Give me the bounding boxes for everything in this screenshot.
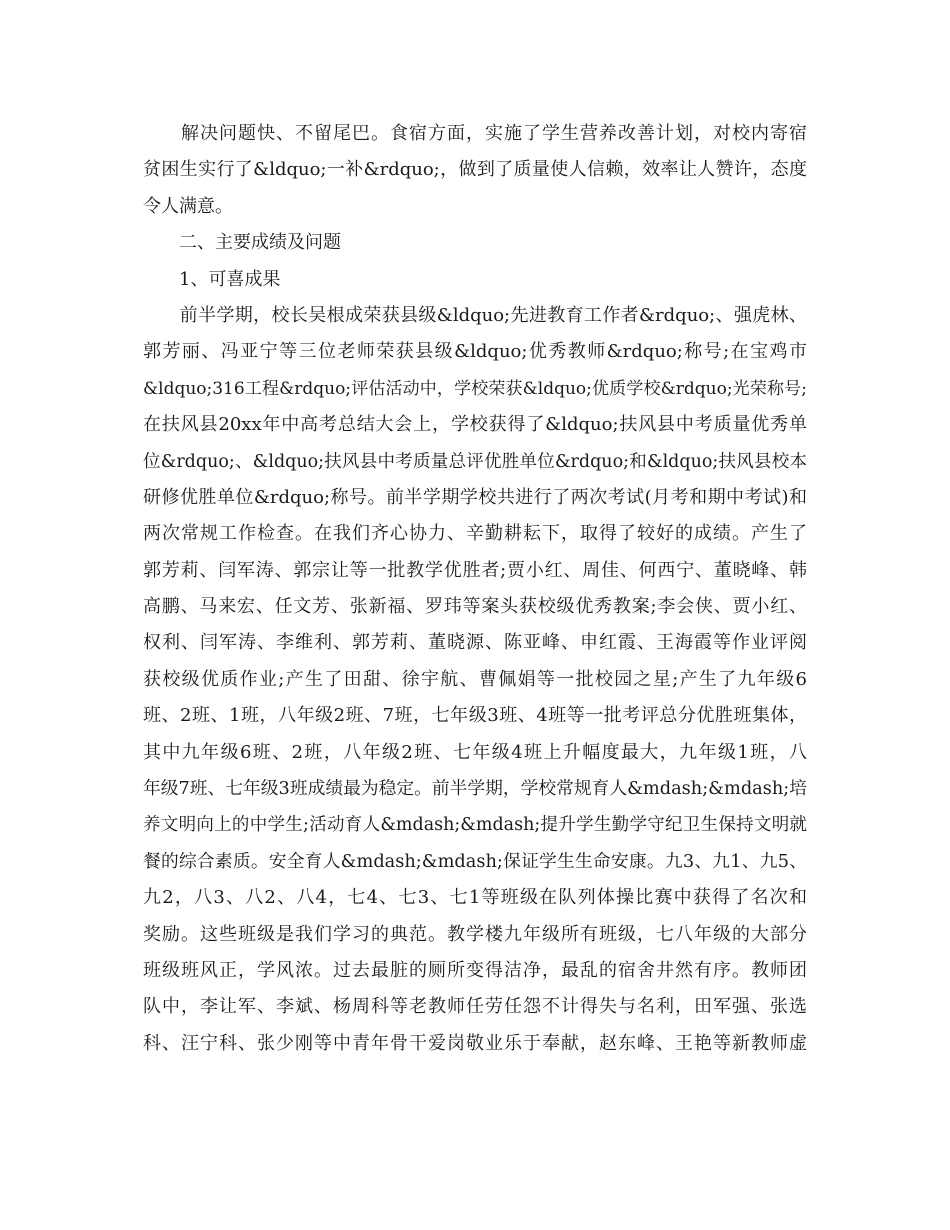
text-line: 令人满意。 — [143, 195, 233, 217]
text-line: 研修优胜单位&rdquo;称号。前半学期学校共进行了两次考试(月考和期中考试)和 — [143, 486, 807, 508]
subsection-heading: 1、可喜成果 — [143, 268, 281, 290]
text-line: 九2，八3、八2、八4，七4、七3、七1等班级在队列体操比赛中获得了名次和 — [143, 887, 807, 909]
text-line: 两次常规工作检查。在我们齐心协力、辛勤耕耘下，取得了较好的成绩。产生了 — [143, 523, 807, 545]
text-line: 贫困生实行了&ldquo;一补&rdquo;，做到了质量使人信赖，效率让人赞许，态度 — [143, 159, 807, 181]
section-heading: 二、主要成绩及问题 — [143, 232, 341, 254]
text-line: 班级班风正，学风浓。过去最脏的厕所变得洁净，最乱的宿舍井然有序。教师团 — [143, 959, 807, 981]
text-line: &ldquo;316工程&rdquo;评估活动中，学校荣获&ldquo;优质学校&rdquo;光荣称号; — [143, 378, 807, 399]
text-line: 养文明向上的中学生;活动育人&mdash;&mdash;提升学生勤学守纪卫生保持文明就 — [143, 815, 807, 836]
text-line: 在扶风县20xx年中高考总结大会上，学校获得了&ldquo;扶风县中考质量优秀单 — [143, 414, 807, 436]
text-line: 郭芳莉、闫军涛、郭宗让等一批教学优胜者;贾小红、周佳、何西宁、董晓峰、韩 — [143, 559, 807, 581]
text-line: 郭芳丽、冯亚宁等三位老师荣获县级&ldquo;优秀教师&rdquo;称号;在宝鸡市 — [143, 341, 807, 363]
text-line: 科、汪宁科、张少刚等中青年骨干爱岗敬业乐于奉献，赵东峰、王艳等新教师虚 — [143, 1032, 807, 1054]
text-line: 前半学期，校长吴根成荣获县级&ldquo;先进教育工作者&rdquo;、强虎林、 — [143, 304, 807, 326]
text-line: 班、2班、1班，八年级2班、7班，七年级3班、4班等一批考评总分优胜班集体， — [143, 705, 807, 727]
text-line: 队中，李让军、李斌、杨周科等老教师任劳任怨不计得失与名利，田军强、张选 — [143, 996, 807, 1018]
text-line: 餐的综合素质。安全育人&mdash;&mdash;保证学生生命安康。九3、九1、九5、 — [143, 851, 807, 872]
document-body — [143, 116, 807, 1062]
text-line: 年级7班、七年级3班成绩最为稳定。前半学期，学校常规育人&mdash;&mdash;培 — [143, 779, 807, 800]
text-line: 解决问题快、不留尾巴。食宿方面，实施了学生营养改善计划，对校内寄宿 — [143, 123, 807, 144]
text-line: 奖励。这些班级是我们学习的典范。教学楼九年级所有班级，七八年级的大部分 — [143, 923, 807, 945]
text-line: 位&rdquo;、&ldquo;扶风县中考质量总评优胜单位&rdquo;和&ldquo;扶风县校本 — [143, 451, 807, 472]
text-line: 高鹏、马来宏、任文芳、张新福、罗玮等案头获校级优秀教案;李会侠、贾小红、 — [143, 596, 807, 618]
text-line: 权利、闫军涛、李维利、郭芳莉、董晓源、陈亚峰、申红霞、王海霞等作业评阅 — [143, 632, 807, 654]
text-line: 获校级优质作业;产生了田甜、徐宇航、曹佩娟等一批校园之星;产生了九年级6 — [143, 668, 807, 690]
text-line: 其中九年级6班、2班，八年级2班、七年级4班上升幅度最大，九年级1班，八 — [143, 741, 807, 763]
